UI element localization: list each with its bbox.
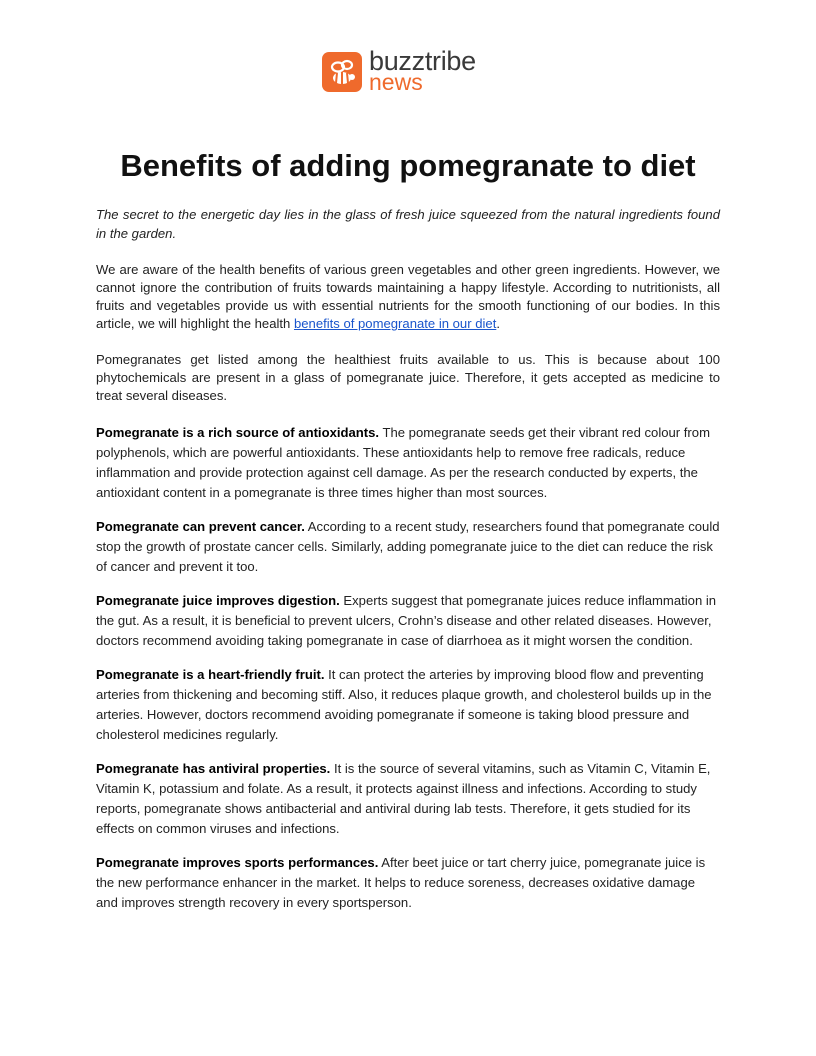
section-heart: [96, 665, 720, 745]
section-text: After beet juice or tart cherry juice, pomegranate juice is the new performance enhancer in the market. It helps to reduce soreness, decreases oxidative damage and improves strength recovery in every sportsperson.: [96, 855, 706, 910]
logo-text: [369, 46, 476, 95]
bee-logo-icon: [322, 52, 362, 92]
section-heading: Pomegranate can prevent cancer.: [96, 519, 305, 534]
logo-name-line2: news: [369, 69, 423, 95]
section-heading: Pomegranate is a rich source of antioxidants.: [96, 425, 380, 440]
section-digestion: [96, 591, 720, 651]
section-sports: [96, 853, 720, 913]
pomegranate-benefits-link[interactable]: benefits of pomegranate in our diet: [293, 316, 497, 331]
section-heading: Pomegranate is a heart-friendly fruit.: [96, 667, 325, 682]
section-heading: Pomegranate juice improves digestion.: [96, 593, 340, 608]
paragraph-1-text: We are aware of the health benefits of various green vegetables and other green ingredients. However, we cannot ignore the contribution of fruits towards maintaining a happy lifestyle. According to nutritionists, all fruits and vegetables provide us with essential nutrients for the smooth functioning of our bodies. In this article, we will highlight the health: [96, 262, 720, 331]
section-cancer: [96, 517, 720, 577]
paragraph-1-end: .: [496, 316, 500, 331]
section-heading: Pomegranate has antiviral properties.: [96, 761, 331, 776]
brand-logo[interactable]: [322, 46, 476, 95]
section-text: The pomegranate seeds get their vibrant red colour from polyphenols, which are powerful antioxidants. These antioxidants help to remove free radicals, reduce inflammation and provide protection against cell damage. As per the research conducted by experts, the antioxidant content in a pomegranate is three times higher than most sources.: [96, 425, 710, 500]
section-text: It can protect the arteries by improving blood flow and preventing arteries from thickening and becoming stiff. Also, it reduces plaque growth, and cholesterol builds up in the arteries. However, doctors recommend avoiding pomegranate if someone is taking blood pressure and cholesterol medicines regularly.: [96, 667, 712, 742]
section-text: It is the source of several vitamins, such as Vitamin C, Vitamin E, Vitamin K, potassium and folate. As a result, it protects against illness and infections. According to study reports, pomegranate shows antibacterial and antiviral during lab tests. Therefore, it gets studied for its effects on common viruses and infections.: [96, 761, 711, 836]
section-heading: Pomegranate improves sports performances.: [96, 855, 379, 870]
article-paragraph-1: [96, 261, 720, 333]
section-text: Experts suggest that pomegranate juices reduce inflammation in the gut. As a result, it is beneficial to prevent ulcers, Crohn’s disease and other related diseases. However, doctors recommend avoiding taking pomegranate in case of diarrhoea as it might worsen the condition.: [96, 593, 717, 648]
article-title: Benefits of adding pomegranate to diet: [120, 148, 696, 183]
article-paragraph-2: Pomegranates get listed among the healthiest fruits available to us. This is because about 100 phytochemicals are present in a glass of pomegranate juice. Therefore, it gets accepted as medicine to treat several diseases.: [96, 352, 720, 403]
section-antiviral: [96, 759, 720, 839]
article-body: [96, 206, 720, 913]
logo-name-line1: buzztribe: [369, 46, 476, 76]
section-antioxidants: [96, 423, 720, 503]
section-text: According to a recent study, researchers found that pomegranate could stop the growth of prostate cancer cells. Similarly, adding pomegranate juice to the diet can reduce the risk of cancer and prevent it too.: [96, 519, 720, 574]
article-intro: The secret to the energetic day lies in the glass of fresh juice squeezed from the natural ingredients found in the garden.: [96, 207, 720, 241]
